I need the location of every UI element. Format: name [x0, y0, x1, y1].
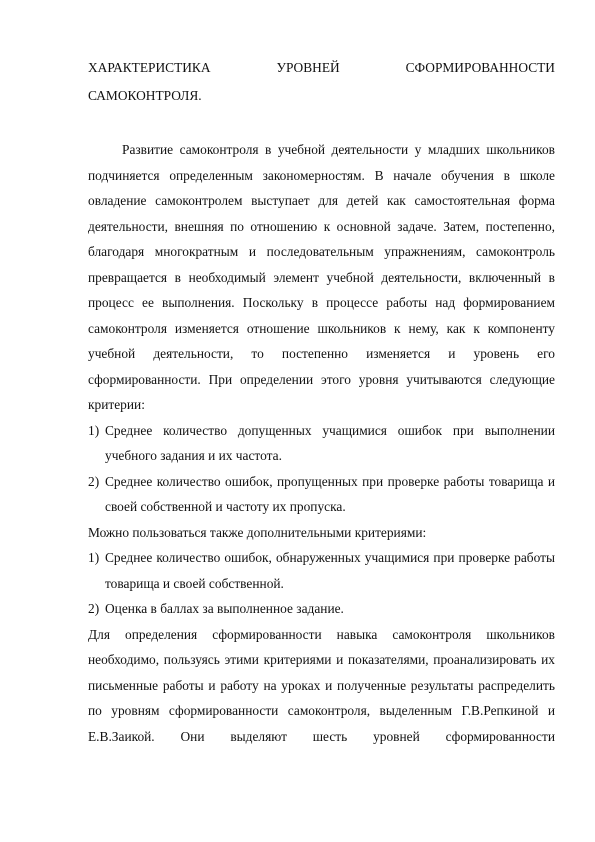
paragraph-intro: Развитие самоконтроля в учебной деятельности у младших школьников подчиняется определенным закономерностям. В начале обучения в школе овладение самоконтролем выступает для детей как самостоятельная форма деятельности, внешняя по отношению к основной задаче. Затем, постепенно, благодаря многократным и последовательным упражнениям, самоконтроль превращается в необходимый элемент учебной деятельности, включенный в процесс ее выполнения. Поскольку в процессе работы над формированием самоконтроля изменяется отношение школьников к нему, как к компоненту учебной деятельности, то постепенно изменяется и уровень его сформированности. При определении этого уровня учитываются следующие критерии:	[88, 142, 555, 412]
list-number: 2)	[88, 473, 100, 489]
list-item-text: Оценка в баллах за выполненное задание.	[105, 601, 344, 616]
document-body	[88, 137, 555, 749]
additional-criteria-intro: Можно пользоваться также дополнительными критериями:	[88, 524, 427, 540]
list-item-text: Среднее количество ошибок, обнаруженных учащимися при проверке работы товарища и своей собственной.	[105, 550, 555, 591]
criteria-list-item-1	[88, 418, 555, 469]
heading-word-2: УРОВНЕЙ	[276, 60, 340, 75]
additional-list-item-2	[88, 596, 555, 622]
list-item-text: Среднее количество ошибок, пропущенных при проверке работы товарища и своей собственной и частоту их пропуска.	[105, 473, 555, 514]
criteria-list-item-2	[88, 469, 555, 520]
heading-word-3: СФОРМИРОВАННОСТИ	[405, 60, 555, 75]
list-number: 1)	[88, 550, 100, 565]
paragraph-conclusion: Для определения сформированности навыка самоконтроля школьников необходимо, пользуясь этими критериями и показателями, проанализировать их письменные работы и работу на уроках и полученные результаты распределить по уровням сформированности самоконтроля, выделенным Г.В.Репкиной и Е.В.Заикой. Они выделяют шесть уровней сформированности	[88, 626, 555, 744]
list-number: 1)	[88, 422, 100, 438]
document-heading	[88, 54, 555, 110]
additional-list-item-1	[88, 545, 555, 596]
list-item-text: Среднее количество допущенных учащимися ошибок при выполнении учебного задания и их частота.	[105, 422, 555, 463]
heading-word-1: ХАРАКТЕРИСТИКА	[88, 60, 211, 75]
list-number: 2)	[88, 601, 100, 616]
heading-line-2: САМОКОНТРОЛЯ.	[88, 88, 202, 103]
heading-line-1	[88, 54, 555, 82]
